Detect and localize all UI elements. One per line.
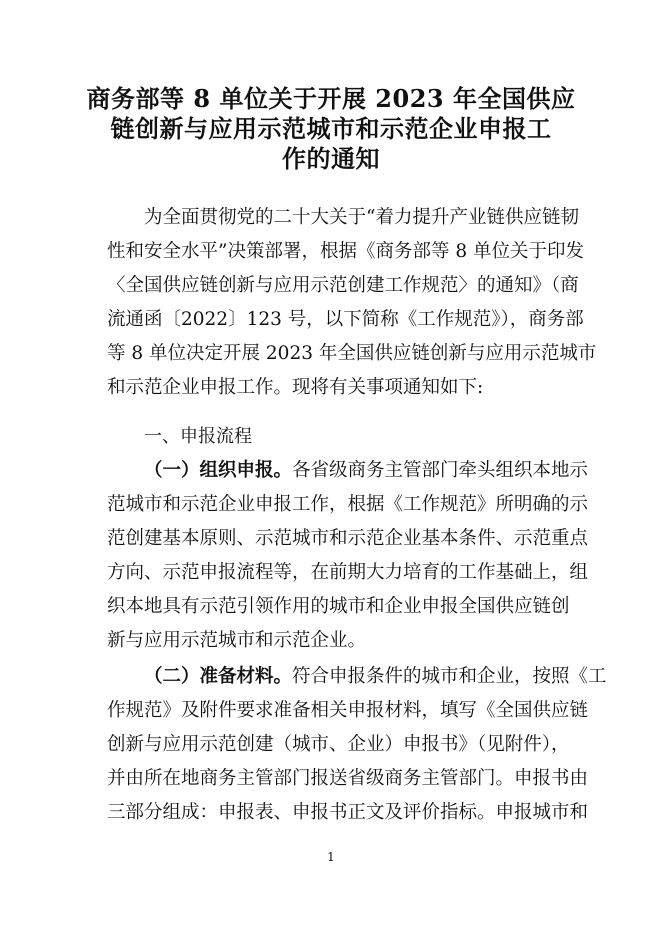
text-line: 创新与应用示范创建（城市、企业）申报书》（见附件）， xyxy=(107,734,570,755)
text-segment: 符合申报条件的城市和企业，按照《工 xyxy=(292,666,607,687)
title-line: 商务部等 8 单位关于开展 2023 年全国供应 xyxy=(86,84,576,113)
text-line: 和示范企业申报工作。现将有关事项通知如下: xyxy=(107,377,484,398)
text-line: 三部分组成：申报表、申报书正文及评价指标。申报城市和 xyxy=(107,802,589,823)
text-line xyxy=(107,660,607,694)
text-line: 新与应用示范城市和示范企业。 xyxy=(107,630,367,651)
text-line: 织本地具有示范引领作用的城市和企业申报全国供应链创 xyxy=(107,596,570,617)
text-line: 〈全国供应链创新与应用示范创建工作规范〉的通知》（商 xyxy=(107,275,579,296)
document-body xyxy=(107,201,607,830)
intro-paragraph xyxy=(107,201,597,405)
text-line: 方向、示范申报流程等，在前期大力培育的工作基础上，组 xyxy=(107,562,589,583)
text-line: 范城市和示范企业申报工作，根据《工作规范》所明确的示 xyxy=(107,494,589,515)
title-line: 链创新与应用示范城市和示范企业申报工 xyxy=(110,114,552,143)
section-heading: 一、申报流程 xyxy=(144,426,252,447)
text-line: 范创建基本原则、示范城市和示范企业基本条件、示范重点 xyxy=(107,528,589,549)
text-line xyxy=(107,454,589,488)
document-title xyxy=(0,84,662,174)
item-organize-application xyxy=(107,454,589,658)
text-line: 并由所在地商务主管部门报送省级商务主管部门。申报书由 xyxy=(107,768,589,789)
item-label: （一）组织申报。 xyxy=(144,460,293,481)
item-label: （二）准备材料。 xyxy=(144,666,293,687)
title-line: 作的通知 xyxy=(282,144,380,173)
text-segment: 各省级商务主管部门牵头组织本地示 xyxy=(292,460,589,481)
text-line: 为全面贯彻党的二十大关于“着力提升产业链供应链韧 xyxy=(144,207,579,228)
page-number: 1 xyxy=(327,850,335,864)
text-line: 流通函〔2022〕123 号，以下简称《工作规范》），商务部 xyxy=(107,309,584,330)
item-prepare-materials xyxy=(107,660,607,830)
text-line: 作规范》及附件要求准备相关申报材料，填写《全国供应链 xyxy=(107,700,589,721)
text-line: 性和安全水平”决策部署，根据《商务部等 8 单位关于印发 xyxy=(107,241,584,262)
text-line: 等 8 单位决定开展 2023 年全国供应链创新与应用示范城市 xyxy=(107,343,597,364)
